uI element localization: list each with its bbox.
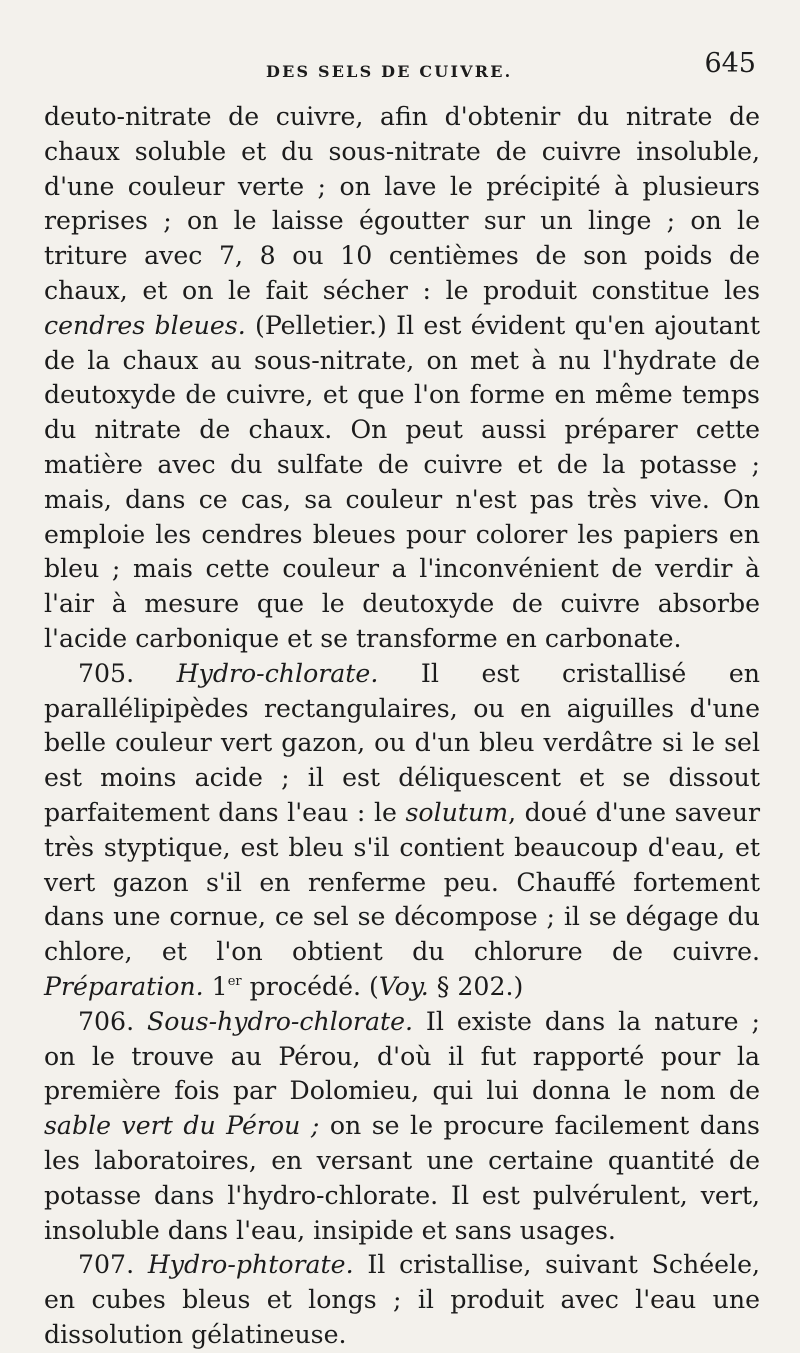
section-number: 706.: [78, 1006, 147, 1036]
text-run: § 202.): [428, 971, 524, 1001]
text-run: Il cristallise, suivant Schéele, en cubes bleus et longs ; il produit avec l'eau une dissolution gélatineuse.: [44, 1250, 760, 1349]
text-run: procédé. (: [241, 971, 379, 1001]
page-header: [44, 48, 760, 100]
italic-term: cendres bleues.: [44, 310, 246, 340]
text-run: , doué d'une saveur très styptique, est bleu s'il contient beaucoup d'eau, et vert gazon s'il en renferme peu. Chauffé fortement dans une cornue, ce sel se décompose ; il se dégage du chlore, et l'on obtient du chlorure de cuivre.: [44, 797, 760, 967]
text-run: on se le procure facilement dans les laboratoires, en versant une certaine quantité de potasse dans l'hydro-chlorate. Il est pulvérulent, vert, insoluble dans l'eau, insipide et sans usages.: [44, 1111, 760, 1245]
paragraph-707: [44, 1248, 760, 1352]
section-heading: Sous-hydro-chlorate.: [147, 1006, 414, 1036]
running-head: DES SELS DE CUIVRE.: [266, 62, 513, 81]
italic-term: sable vert du Pérou ;: [44, 1111, 320, 1141]
paragraph-705: [44, 657, 760, 1005]
text-run: Il est cristallisé en parallélipipèdes rectangulaires, ou en aiguilles d'une belle couleur vert gazon, ou d'un bleu verdâtre si le sel est moins acide ; il est déliquescent et se dissout parfaitement dans l'eau : le: [44, 658, 760, 827]
text-run: 1: [203, 971, 228, 1001]
section-heading: Hydro-chlorate.: [176, 658, 379, 688]
text-run: deuto-nitrate de cuivre, afin d'obtenir du nitrate de chaux soluble et du sous-nitrate de cuivre insoluble, d'une couleur verte ; on lave le précipité à plusieurs reprises ; on le laisse égoutter sur un linge ; on le triture avec 7, 8 ou 10 centièmes de son poids de chaux, et on le fait sécher : le produit constitue les: [44, 102, 760, 305]
italic-term: Voy.: [378, 971, 429, 1001]
body-text: [44, 100, 760, 1353]
text-run: (Pelletier.) Il est évident qu'en ajoutant de la chaux au sous-nitrate, on met à nu l'hydrate de deutoxyde de cuivre, et que l'on forme en même temps du nitrate de chaux. On peut aussi préparer cette matière avec du sulfate de cuivre et de la potasse ; mais, dans ce cas, sa couleur n'est pas très vive. On emploie les cendres bleues pour colorer les papiers en bleu ; mais cette couleur a l'inconvénient de verdir à l'air à mesure que le deutoxyde de cuivre absorbe l'acide carbonique et se transforme en carbonate.: [44, 310, 760, 653]
superscript: er: [227, 973, 242, 989]
paragraph-706: [44, 1005, 760, 1249]
italic-term: solutum: [405, 797, 509, 827]
section-number: 707.: [78, 1250, 148, 1280]
italic-term: Préparation.: [44, 971, 204, 1001]
section-number: 705.: [78, 658, 177, 688]
paragraph-continuation: [44, 100, 760, 657]
section-heading: Hydro-phtorate.: [147, 1250, 354, 1280]
text-run: Il existe dans la nature ; on le trouve au Pérou, d'où il fut rapporté pour la première fois par Dolomieu, qui lui donna le nom de: [44, 1006, 760, 1106]
page-number: 645: [704, 48, 756, 79]
